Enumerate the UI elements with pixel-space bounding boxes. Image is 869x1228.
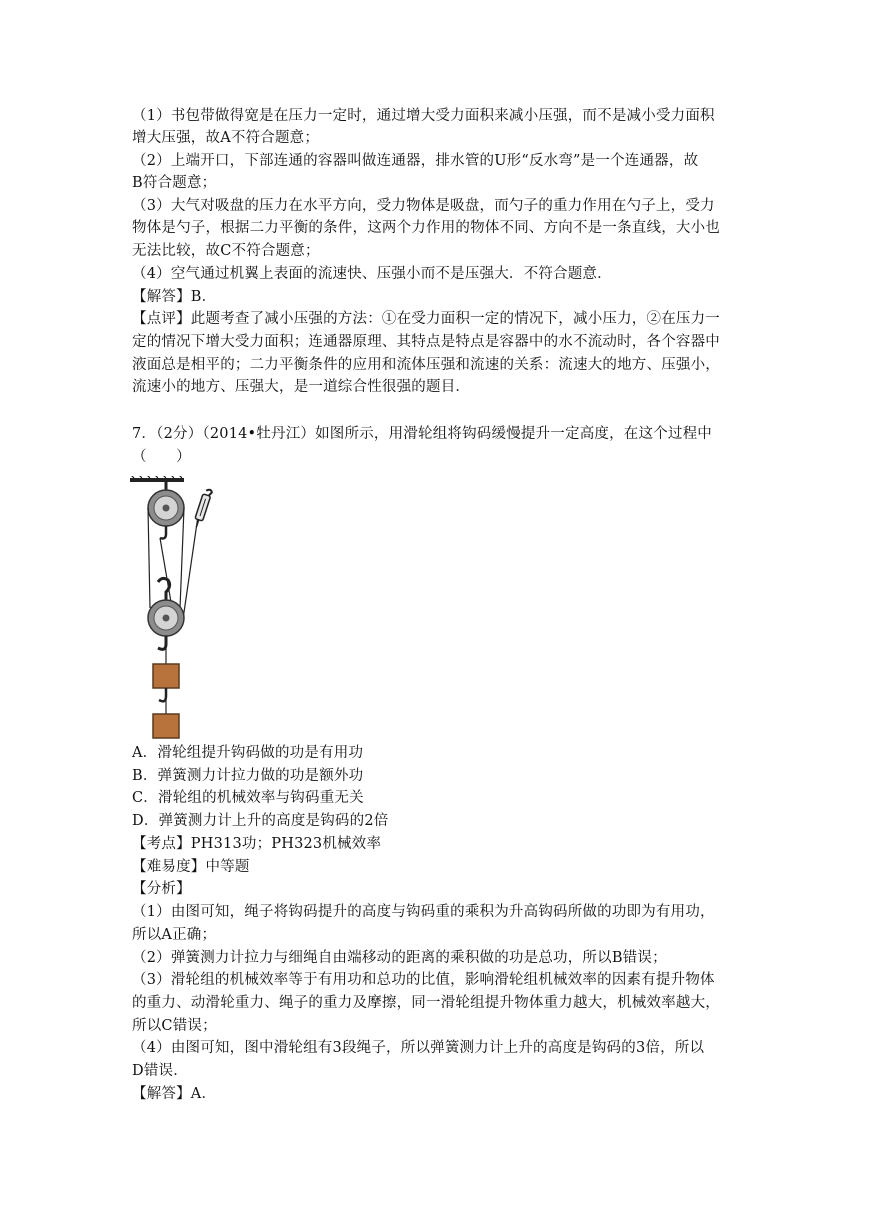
text-line: 增大压强，故A不符合题意； (132, 130, 320, 146)
text-line: B符合题意； (132, 175, 217, 191)
text-line: 无法比较，故C不符合题意； (132, 243, 320, 259)
analysis-heading: 【分析】 (132, 881, 191, 897)
text-line: （1）由图可知，绳子将钩码提升的高度与钩码重的乘积为升高钩码所做的功即为有用功， (132, 904, 715, 920)
rope (180, 508, 184, 608)
question-stem: 7．（2分）（2014•牡丹江）如图所示，用滑轮组将钩码缓慢提升一定高度，在这个过程中 (132, 426, 713, 442)
text-line: （4）空气通过机翼上表面的流速快、压强小而不是压强大．不符合题意． (132, 266, 612, 282)
question-stem: （ ） (132, 449, 191, 465)
option-b: B．弹簧测力计拉力做的功是额外功 (132, 768, 364, 784)
text-line: D错误． (132, 1063, 188, 1079)
weight-block (153, 714, 179, 738)
text-line: （2）上端开口，下部连通的容器叫做连通器，排水管的U形“反水弯”是一个连通器，故 (132, 153, 699, 169)
text-line: （4）由图可知，图中滑轮组有3段绳子，所以弹簧测力计上升的高度是钩码的3倍，所以 (132, 1040, 705, 1056)
option-c: C．滑轮组的机械效率与钩码重无关 (132, 790, 364, 806)
ceiling-hatch (130, 476, 182, 478)
rope (148, 508, 150, 608)
ceiling-bar (130, 478, 184, 482)
comment-line: 流速小的地方、压强大，是一道综合性很强的题目． (132, 379, 471, 395)
text-line: （3）滑轮组的机械效率等于有用功和总功的比值，影响滑轮组机械效率的因素有提升物体 (132, 972, 715, 988)
text-line: 的重力、动滑轮重力、绳子的重力及摩擦，同一滑轮组提升物体重力越大，机械效率越大， (132, 995, 720, 1011)
option-d: D．弹簧测力计上升的高度是钩码的2倍 (132, 813, 389, 829)
text-line: 所以C错误； (132, 1018, 217, 1034)
pulley-system-icon (128, 476, 224, 740)
text-line: （1）书包带做得宽是在压力一定时，通过增大受力面积来减小压强，而不是减小受力面积 (132, 108, 715, 124)
rope (182, 516, 198, 626)
text-line: （3）大气对吸盘的压力在水平方向，受力物体是吸盘，而勺子的重力作用在勺子上，受力 (132, 198, 715, 214)
text-line: （2）弹簧测力计拉力与细绳自由端移动的距离的乘积做的功是总功，所以B错误； (132, 950, 667, 966)
answer-line: 【解答】B． (132, 289, 217, 305)
comment-line: 【点评】此题考查了减小压强的方法：①在受力面积一定的情况下，减小压力，②在压力一 (132, 311, 720, 327)
knowledge-point: 【考点】PH313功；PH323机械效率 (132, 836, 382, 852)
comment-line: 定的情况下增大受力面积；连通器原理、其特点是特点是容器中的水不流动时，各个容器中 (132, 334, 720, 350)
answer-line: 【解答】A． (132, 1086, 217, 1102)
weight-block (153, 664, 179, 688)
text-line: 所以A正确； (132, 927, 217, 943)
difficulty: 【难易度】中等题 (132, 859, 250, 875)
text-line: 物体是勺子，根据二力平衡的条件，这两个力作用的物体不同、方向不是一条直线，大小也 (132, 220, 720, 236)
comment-line: 液面总是相平的；二力平衡条件的应用和流体压强和流速的关系：流速大的地方、压强小， (132, 357, 720, 373)
spring-scale (192, 488, 212, 529)
option-a: A．滑轮组提升钩码做的功是有用功 (132, 745, 364, 761)
